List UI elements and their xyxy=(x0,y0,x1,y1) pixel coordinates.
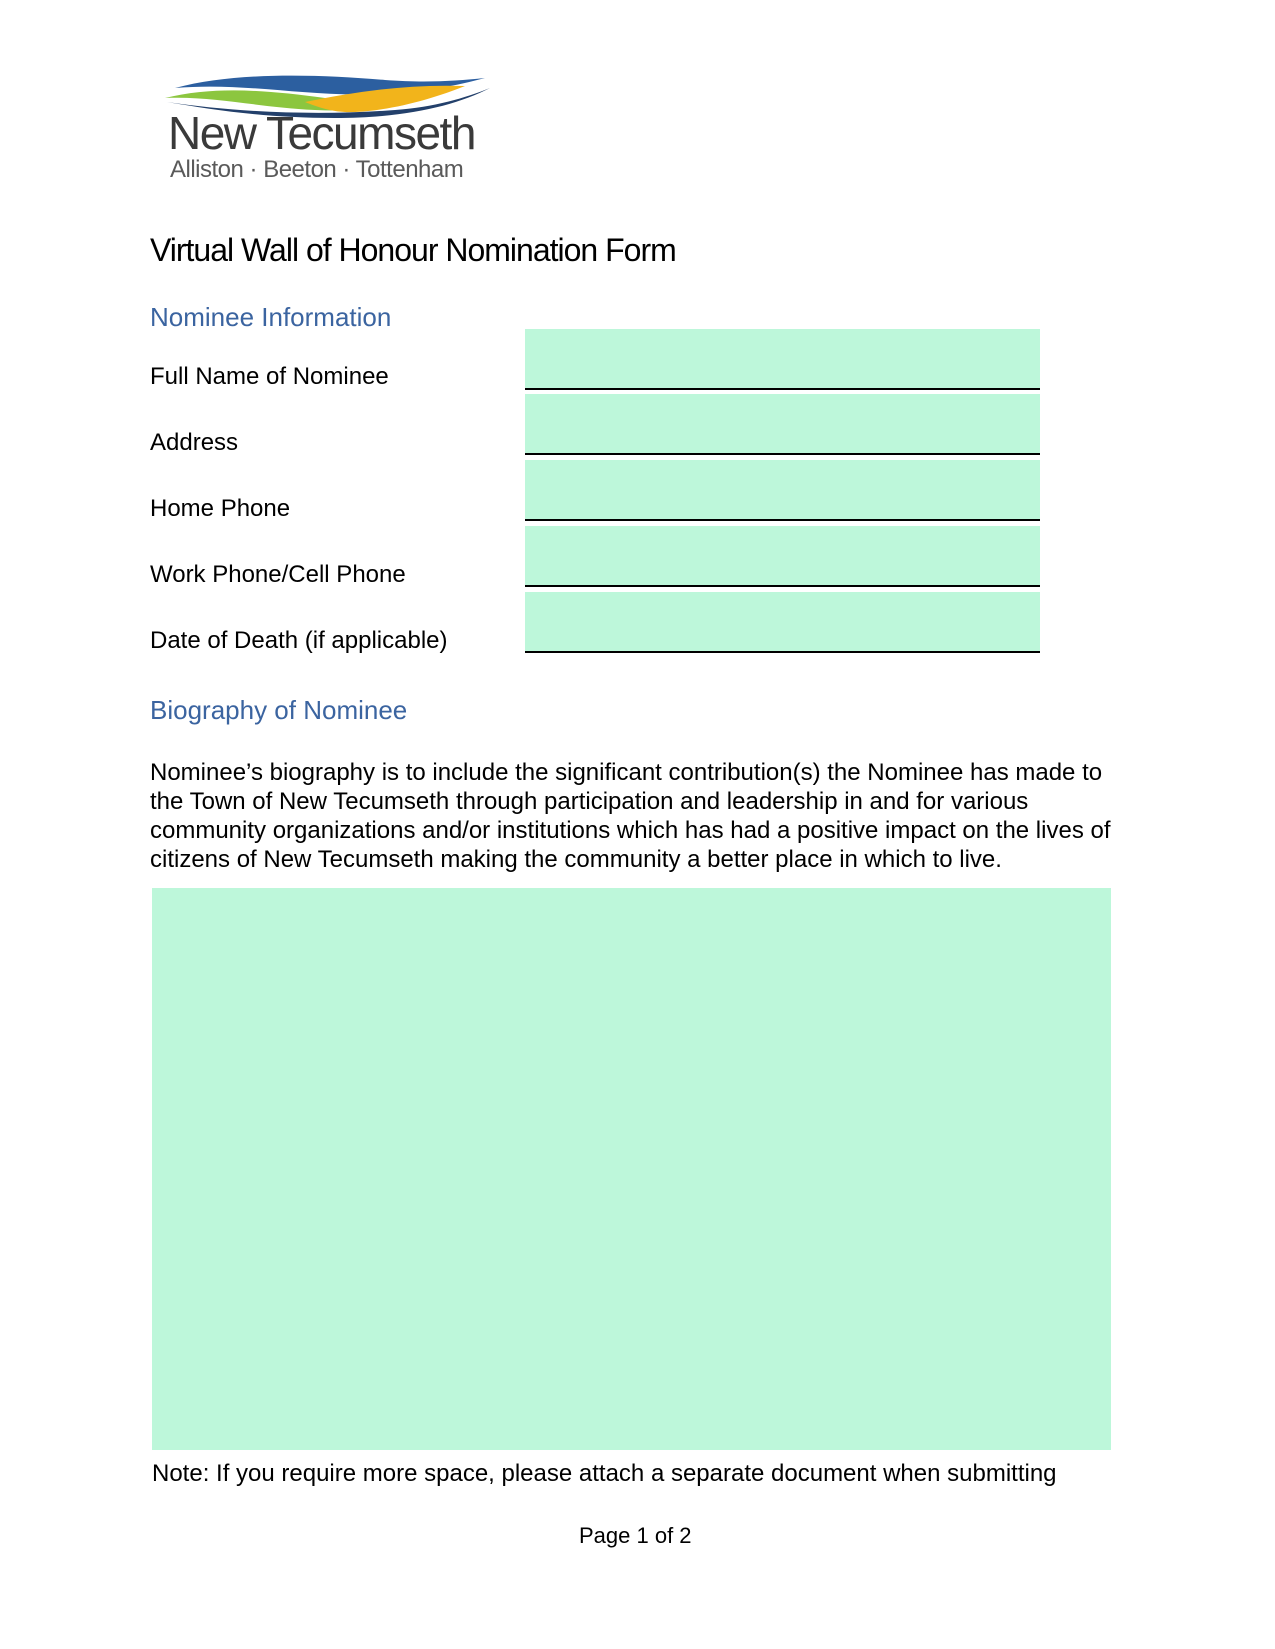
home-phone-input[interactable] xyxy=(525,460,1040,521)
biography-instructions: Nominee’s biography is to include the significant contribution(s) the Nominee has made to the Town of New Tecumseth through participation and leadership in and for various community organizations and/or institutions which has had a positive impact on the lives of citizens of New Tecumseth making the community a better place in which to live. xyxy=(150,759,1111,873)
logo-title: New Tecumseth xyxy=(168,107,475,159)
nominee-information-heading: Nominee Information xyxy=(150,302,392,332)
logo-subtitle: Alliston · Beeton · Tottenham xyxy=(170,156,464,183)
date-of-death-label: Date of Death (if applicable) xyxy=(150,627,448,654)
more-space-note: Note: If you require more space, please attach a separate document when submitting xyxy=(152,1460,1057,1487)
full-name-label: Full Name of Nominee xyxy=(150,363,389,390)
biography-textarea[interactable] xyxy=(152,888,1111,1450)
address-label: Address xyxy=(150,429,239,456)
work-cell-phone-label: Work Phone/Cell Phone xyxy=(150,561,406,588)
full-name-input[interactable] xyxy=(525,329,1040,390)
date-of-death-input[interactable] xyxy=(525,592,1040,653)
address-input[interactable] xyxy=(525,394,1040,455)
home-phone-label: Home Phone xyxy=(150,495,291,522)
page-number: Page 1 of 2 xyxy=(579,1523,692,1548)
work-cell-phone-input[interactable] xyxy=(525,526,1040,587)
biography-heading: Biography of Nominee xyxy=(150,695,408,725)
form-title: Virtual Wall of Honour Nomination Form xyxy=(150,232,676,268)
